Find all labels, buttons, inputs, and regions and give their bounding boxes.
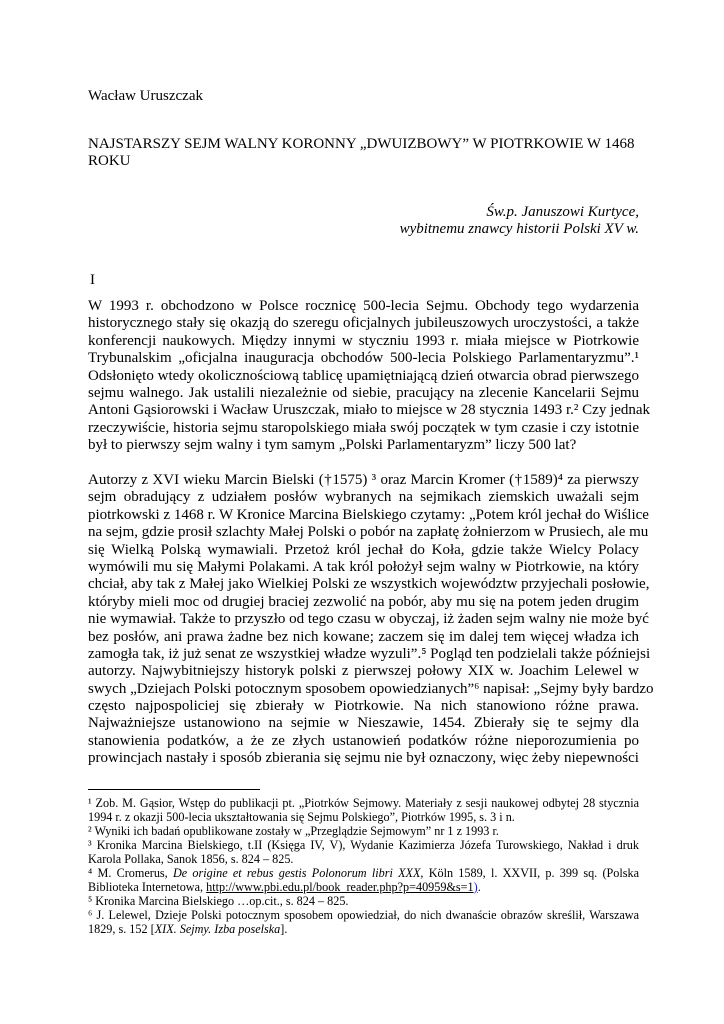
text-line: sejm obradujący z udziałem posłów wybranych na sejmikach ziemskich uważali sejm bbox=[88, 489, 639, 506]
text-line: piotrkowski z 1468 r. W Kronice Marcina Bielskiego czytamy: „Potem król jechał do Wiślice bbox=[88, 506, 649, 523]
footnote-4 bbox=[88, 866, 639, 880]
footnote-3-cont: Karola Pollaka, Sanok 1856, s. 824 – 825. bbox=[88, 852, 294, 866]
text-line: sejmu walnego. Jak ustalili niezależnie od siebie, pracujący na zlecenie Kancelarii Sejmu bbox=[88, 384, 639, 401]
footnote-1-cont: 1994 r. z okazji 500-lecia ukształtowania się Sejmu Polskiego”, Piotrków 1995, s. 3 i n. bbox=[88, 810, 515, 824]
section-number: I bbox=[90, 272, 95, 288]
text-line: zamogła tak, iż już senat ze wszystkiej władze wyzuli”.⁵ Pogląd ten podzielali także późniejsi bbox=[88, 645, 651, 662]
text-line: któryby mieli moc od drugiej braciej zezwolić na pobór, aby mu się na potem jeden drugim bbox=[88, 593, 639, 610]
dedication bbox=[88, 204, 639, 239]
footnote-2: ² Wyniki ich badań opublikowane zostały w „Przeglądzie Sejmowym” nr 1 z 1993 r. bbox=[88, 824, 499, 838]
dedication-line: wybitnemu znawcy historii Polski XV w. bbox=[399, 221, 639, 238]
text-line: konferencji naukowych. Między innymi w styczniu 1993 r. miała miejsce w Piotrkowie bbox=[88, 332, 639, 349]
text-line: autorzy. Najwybitniejszy historyk polski z pierwszej połowy XIX w. Joachim Lelewel w bbox=[88, 663, 639, 680]
dedication-line: Św.p. Januszowi Kurtyce, bbox=[486, 204, 639, 220]
footnote-6: ⁶ J. Lelewel, Dzieje Polski potocznym sposobem opowiedział, do nich dwanaście obrazów skreślił, Warszawa bbox=[88, 908, 639, 922]
text-line: historycznego stały się okazją do szeregu oficjalnych jubileuszowych uroczystości, a także bbox=[88, 315, 639, 332]
text-line: swych „Dziejach Polski potocznym sposobem opowiedzianych”⁶ napisał: „Sejmy były bardzo bbox=[88, 680, 654, 697]
footnote-1: ¹ Zob. M. Gąsior, Wstęp do publikacji pt. „Piotrków Sejmowy. Materiały z sesji naukowej odbytej 28 stycznia bbox=[88, 796, 639, 810]
footnote-6-cont bbox=[88, 922, 639, 936]
paragraph-1 bbox=[88, 298, 651, 455]
text-line: nie wymawiał. Także to przyszło od tego czasu w obyczaj, iż żaden sejm walny nie może być bbox=[88, 611, 649, 628]
footnote-text: ]. bbox=[280, 922, 288, 936]
footnote-link-close[interactable]: ) bbox=[473, 880, 478, 894]
author-name: Wacław Uruszczak bbox=[88, 88, 203, 104]
footnote-italic-title: De origine et rebus gestis Polonorum libri XXX, bbox=[172, 866, 424, 880]
text-line: Odsłonięto wtedy okolicznościową tablicę upamiętniającą dzień otwarcia obrad pierwszego bbox=[88, 367, 639, 384]
footnote-text: ⁴ M. Cromerus, bbox=[88, 866, 173, 880]
footnote-text: Biblioteka Internetowa, bbox=[88, 880, 207, 894]
text-line: Autorzy z XVI wieku Marcin Bielski (†1575) ³ oraz Marcin Kromer (†1589)⁴ za pierwszy bbox=[88, 472, 639, 488]
footnotes bbox=[88, 796, 639, 936]
text-line: stanowienia podatków, a że ze złych ustanowień podatków różne nieporozumienia po bbox=[88, 732, 639, 749]
footnote-text: . bbox=[477, 880, 481, 894]
text-line: Najważniejsze ustanowiono na sejmie w Nieszawie, 1454. Zbierały się te sejmy dla bbox=[88, 715, 639, 732]
footnote-4-cont bbox=[88, 880, 639, 894]
text-line: prowincjach nastały i sposób zbierania się sejmu nie był oznaczony, więc żeby niepewności bbox=[88, 750, 639, 767]
title-line: NAJSTARSZY SEJM WALNY KORONNY „DWUIZBOWY” W PIOTRKOWIE W 1468 bbox=[88, 136, 635, 152]
text-line: na sejm, gdzie prosił szlachty Małej Polski o pobór na zapłatę żołnierzom w Prusiech, ale mu bbox=[88, 524, 649, 541]
text-line: się Wielką Polską wymawiali. Przetoż król jechał do Koła, gdzie także Wielcy Polacy bbox=[88, 541, 639, 558]
text-line: Trybunalskim „oficjalna inauguracja obchodów 500-lecia Polskiego Parlamentaryzmu”.¹ bbox=[88, 350, 639, 367]
paragraph-2 bbox=[88, 472, 654, 768]
footnote-5: ⁵ Kronika Marcina Bielskiego …op.cit., s. 824 – 825. bbox=[88, 894, 349, 908]
footnote-text: 1829, s. 152 [ bbox=[88, 922, 155, 936]
text-line: był to pierwszy sejm walny i tym samym „Polski Parlamentaryzm” liczy 500 lat? bbox=[88, 437, 577, 454]
text-line: bez posłów, ani prawa żadne bez nich kowane; zaczem się im dalej tem więcej władza ich bbox=[88, 628, 639, 645]
footnote-text: Köln 1589, l. XXVII, p. 399 sq. (Polska bbox=[423, 866, 640, 880]
text-line: wymówili mu się Małymi Polakami. A tak król położył sejm walny w Piotrkowie, na który bbox=[88, 558, 639, 575]
text-line: W 1993 r. obchodzono w Polsce rocznicę 500-lecia Sejmu. Obchody tego wydarzenia bbox=[88, 298, 639, 314]
footnote-3: ³ Kronika Marcina Bielskiego, t.II (Księga IV, V), Wydanie Kazimierza Józefa Turowskiego, Nakład i druk bbox=[88, 838, 639, 852]
footnote-link[interactable]: http://www.pbi.edu.pl/book_reader.php?p=40959&s=1 bbox=[206, 880, 474, 894]
footnote-separator bbox=[88, 789, 260, 790]
title-line: ROKU bbox=[88, 153, 131, 170]
text-line: często najpospoliciej się zbierały w Piotrkowie. Na nich stanowiono różne prawa. bbox=[88, 698, 639, 715]
footnote-italic-title: XIX. Sejmy. Izba poselska bbox=[154, 922, 281, 936]
text-line: rzeczywiście, historia sejmu staropolskiego miała swój początek w tym czasie i czy istotnie bbox=[88, 419, 639, 436]
article-title bbox=[88, 136, 639, 171]
text-line: Antoni Gąsiorowski i Wacław Uruszczak, miało to miejsce w 28 stycznia 1493 r.² Czy jednak bbox=[88, 402, 651, 419]
text-line: chciał, aby tak z Małej jako Wielkiej Polski ze wszystkich województw przyjechali posłowie, bbox=[88, 576, 650, 593]
